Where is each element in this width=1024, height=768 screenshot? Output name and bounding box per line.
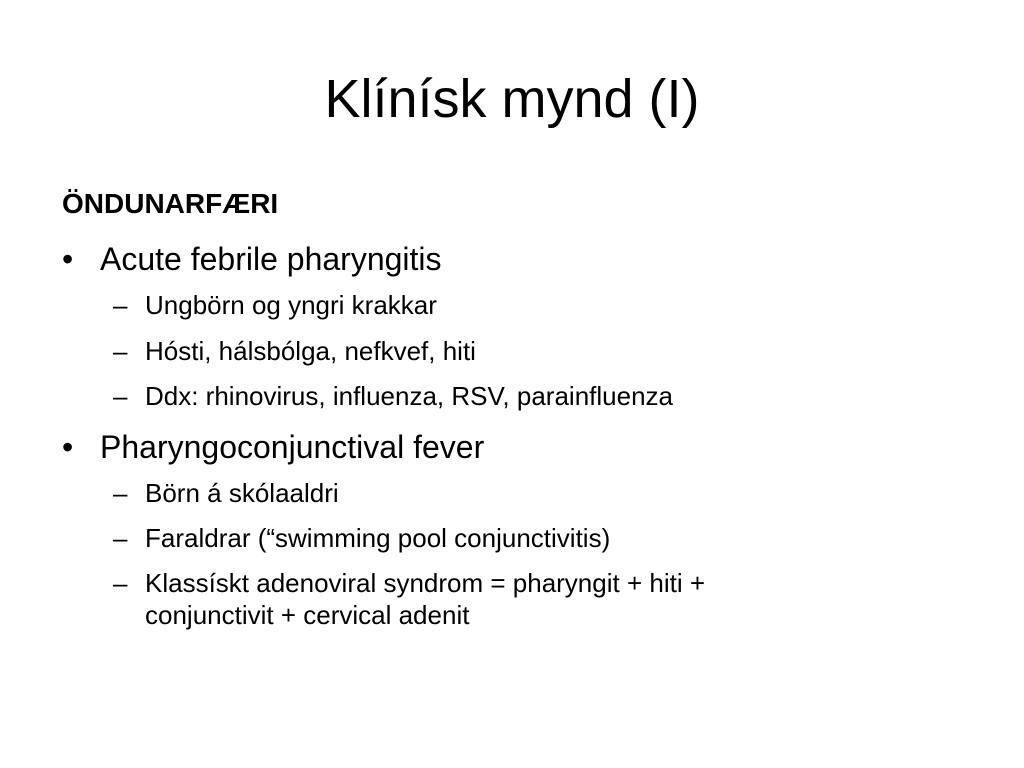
sub-item-text-continuation: conjunctivit + cervical adenit <box>145 600 470 630</box>
dash-marker: – <box>113 336 128 366</box>
bullet-text: Pharyngoconjunctival fever <box>100 429 485 465</box>
sub-item <box>113 380 673 412</box>
slide-title: Klínísk mynd (I) <box>324 69 700 129</box>
bullet-marker: • <box>62 429 74 465</box>
sub-item <box>113 522 610 554</box>
sub-item <box>113 567 705 631</box>
dash-marker: – <box>113 568 128 598</box>
sub-item-text: Ddx: rhinovirus, influenza, RSV, parainfluenza <box>145 381 673 411</box>
dash-marker: – <box>113 381 128 411</box>
dash-marker: – <box>113 478 128 508</box>
sub-item <box>113 289 437 321</box>
sub-item-text: Hósti, hálsbólga, nefkvef, hiti <box>145 336 476 366</box>
sub-item-text: Faraldrar (“swimming pool conjunctivitis) <box>145 523 611 553</box>
dash-marker: – <box>113 290 128 320</box>
bullet-item <box>62 239 442 279</box>
sub-item <box>113 477 339 509</box>
bullet-marker: • <box>62 241 74 277</box>
sub-item-text: Börn á skólaaldri <box>145 478 339 508</box>
section-heading: ÖNDUNARFÆRI <box>62 188 279 219</box>
dash-marker: – <box>113 523 128 553</box>
bullet-item <box>62 427 484 467</box>
sub-item-text: Ungbörn og yngri krakkar <box>145 290 437 320</box>
sub-item-text: Klassískt adenoviral syndrom = pharyngit + hiti + <box>145 568 706 598</box>
sub-item <box>113 335 476 367</box>
bullet-text: Acute febrile pharyngitis <box>100 241 442 277</box>
